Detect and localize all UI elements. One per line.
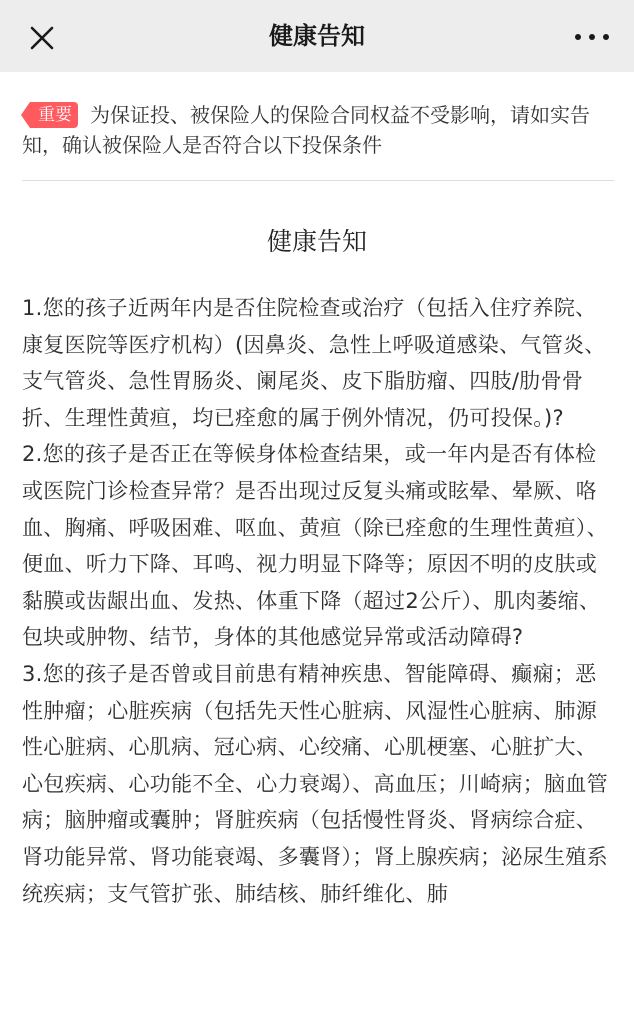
nav-bar — [0, 0, 634, 72]
page-title: 健康告知 — [269, 22, 365, 50]
divider — [22, 180, 614, 181]
declaration-list — [22, 290, 614, 912]
content-heading: 健康告知 — [266, 227, 367, 256]
more-icon[interactable] — [570, 26, 614, 48]
notice — [22, 100, 612, 160]
declaration-item-1: 1.您的孩子近两年内是否住院检查或治疗（包括入住疗养院、康复医院等医疗机构）(因鼻炎、急性上呼吸道感染、气管炎、支气管炎、急性胃肠炎、阑尾炎、皮下脂肪瘤、四肢/肋骨骨折、生理性黄疸，均已痊愈的属于例外情况，仍可投保。)? — [22, 296, 606, 430]
declaration-item-3: 3.您的孩子是否曾或目前患有精神疾患、智能障碍、癫痫；恶性肿瘤；心脏疾病（包括先天性心脏病、风湿性心脏病、肺源性心脏病、心肌病、冠心病、心绞痛、心肌梗塞、心脏扩大、心包疾病、心功能不全、心力衰竭）、高血压；川崎病；脑血管病；脑肿瘤或囊肿；肾脏疾病（包括慢性肾炎、肾病综合症、肾功能异常、肾功能衰竭、多囊肾）；肾上腺疾病；泌尿生殖系统疾病；支气管扩张、肺结核、肺纤维化、肺 — [22, 661, 608, 906]
declaration-item-2: 2.您的孩子是否正在等候身体检查结果，或一年内是否有体检或医院门诊检查异常？是否出现过反复头痛或眩晕、晕厥、咯血、胸痛、呼吸困难、呕血、黄疸（除已痊愈的生理性黄疸）、便血、听力下降、耳鸣、视力明显下降等；原因不明的皮肤或黏膜或齿龈出血、发热、体重下降（超过2公斤）、肌肉萎缩、包块或肿物、结节，身体的其他感觉异常或活动障碍? — [22, 442, 608, 650]
important-badge: 重要 — [30, 102, 78, 128]
notice-text: 为保证投、被保险人的保险合同权益不受影响，请如实告知，确认被保险人是否符合以下投保条件 — [22, 103, 590, 157]
